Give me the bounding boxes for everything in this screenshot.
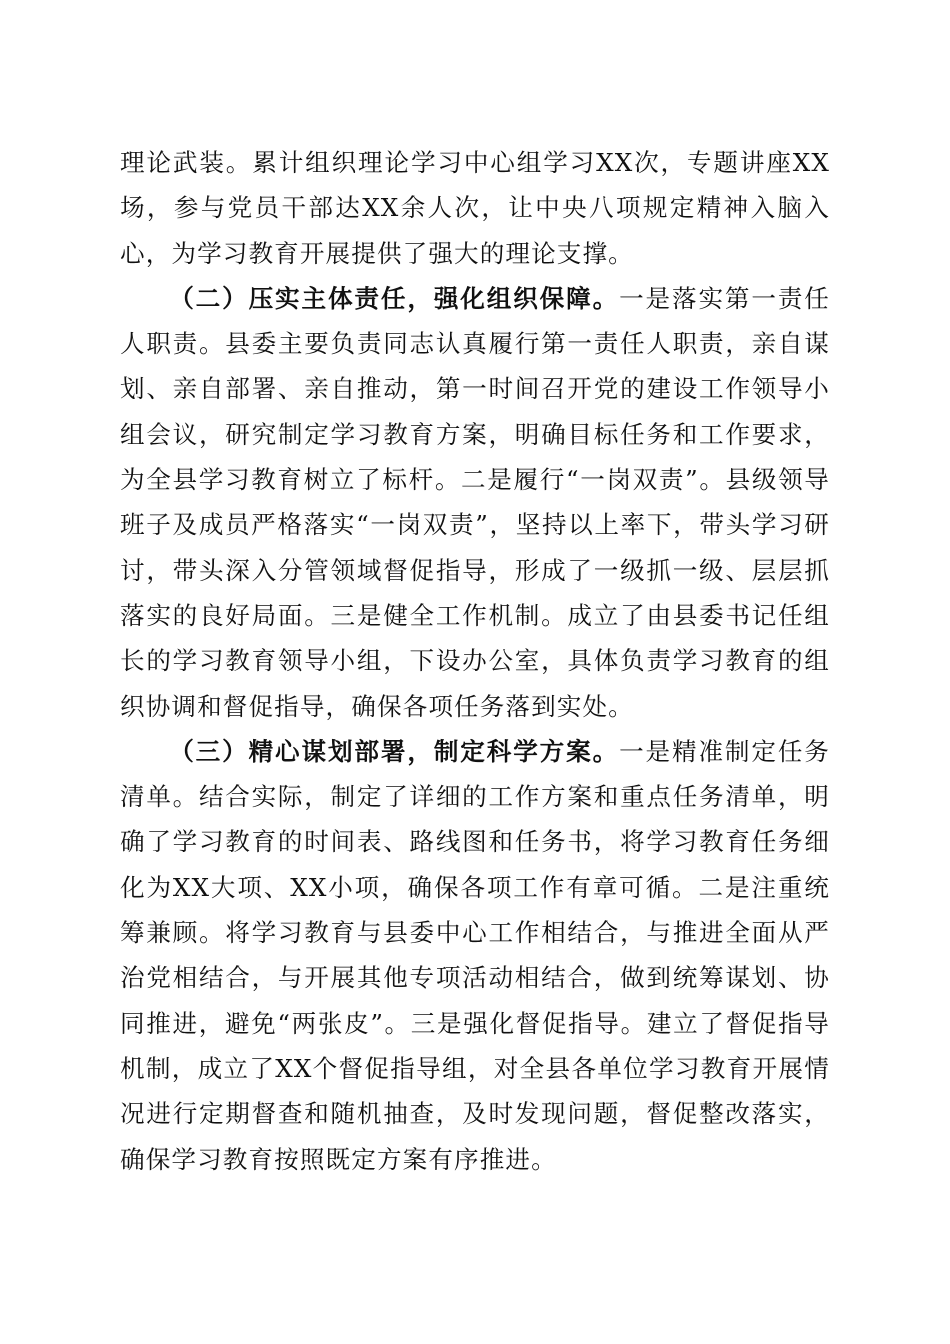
paragraph-3 <box>120 729 830 1182</box>
paragraph-2 <box>120 276 830 729</box>
section-heading-3: （三）精心谋划部署，制定科学方案。 <box>169 736 620 766</box>
paragraph-3-text: 一是精准制定任务清单。结合实际，制定了详细的工作方案和重点任务清单，明确了学习教育的时间表、路线图和任务书，将学习教育任务细化为XX大项、XX小项，确保各项工作有章可循。二是注重统筹兼顾。将学习教育与县委中心工作相结合，与推进全面从严治党相结合，与开展其他专项活动相结合，做到统筹谋划、协同推进，避免“两张皮”。三是强化督促指导。建立了督促指导机制，成立了XX个督促指导组，对全县各单位学习教育开展情况进行定期督查和随机抽查，及时发现问题，督促整改落实，确保学习教育按照既定方案有序推进。 <box>120 736 830 1174</box>
section-heading-2: （二）压实主体责任，强化组织保障。 <box>169 283 620 313</box>
document-body <box>120 140 830 1182</box>
paragraph-1-text: 理论武装。累计组织理论学习中心组学习XX次，专题讲座XX场，参与党员干部达XX余人次，让中央八项规定精神入脑入心，为学习教育开展提供了强大的理论支撑。 <box>120 148 830 268</box>
paragraph-1 <box>120 140 830 276</box>
paragraph-2-text: 一是落实第一责任人职责。县委主要负责同志认真履行第一责任人职责，亲自谋划、亲自部署、亲自推动，第一时间召开党的建设工作领导小组会议，研究制定学习教育方案，明确目标任务和工作要求，为全县学习教育树立了标杆。二是履行“一岗双责”。县级领导班子及成员严格落实“一岗双责”，坚持以上率下，带头学习研讨，带头深入分管领域督促指导，形成了一级抓一级、层层抓落实的良好局面。三是健全工作机制。成立了由县委书记任组长的学习教育领导小组，下设办公室，具体负责学习教育的组织协调和督促指导，确保各项任务落到实处。 <box>120 283 830 721</box>
